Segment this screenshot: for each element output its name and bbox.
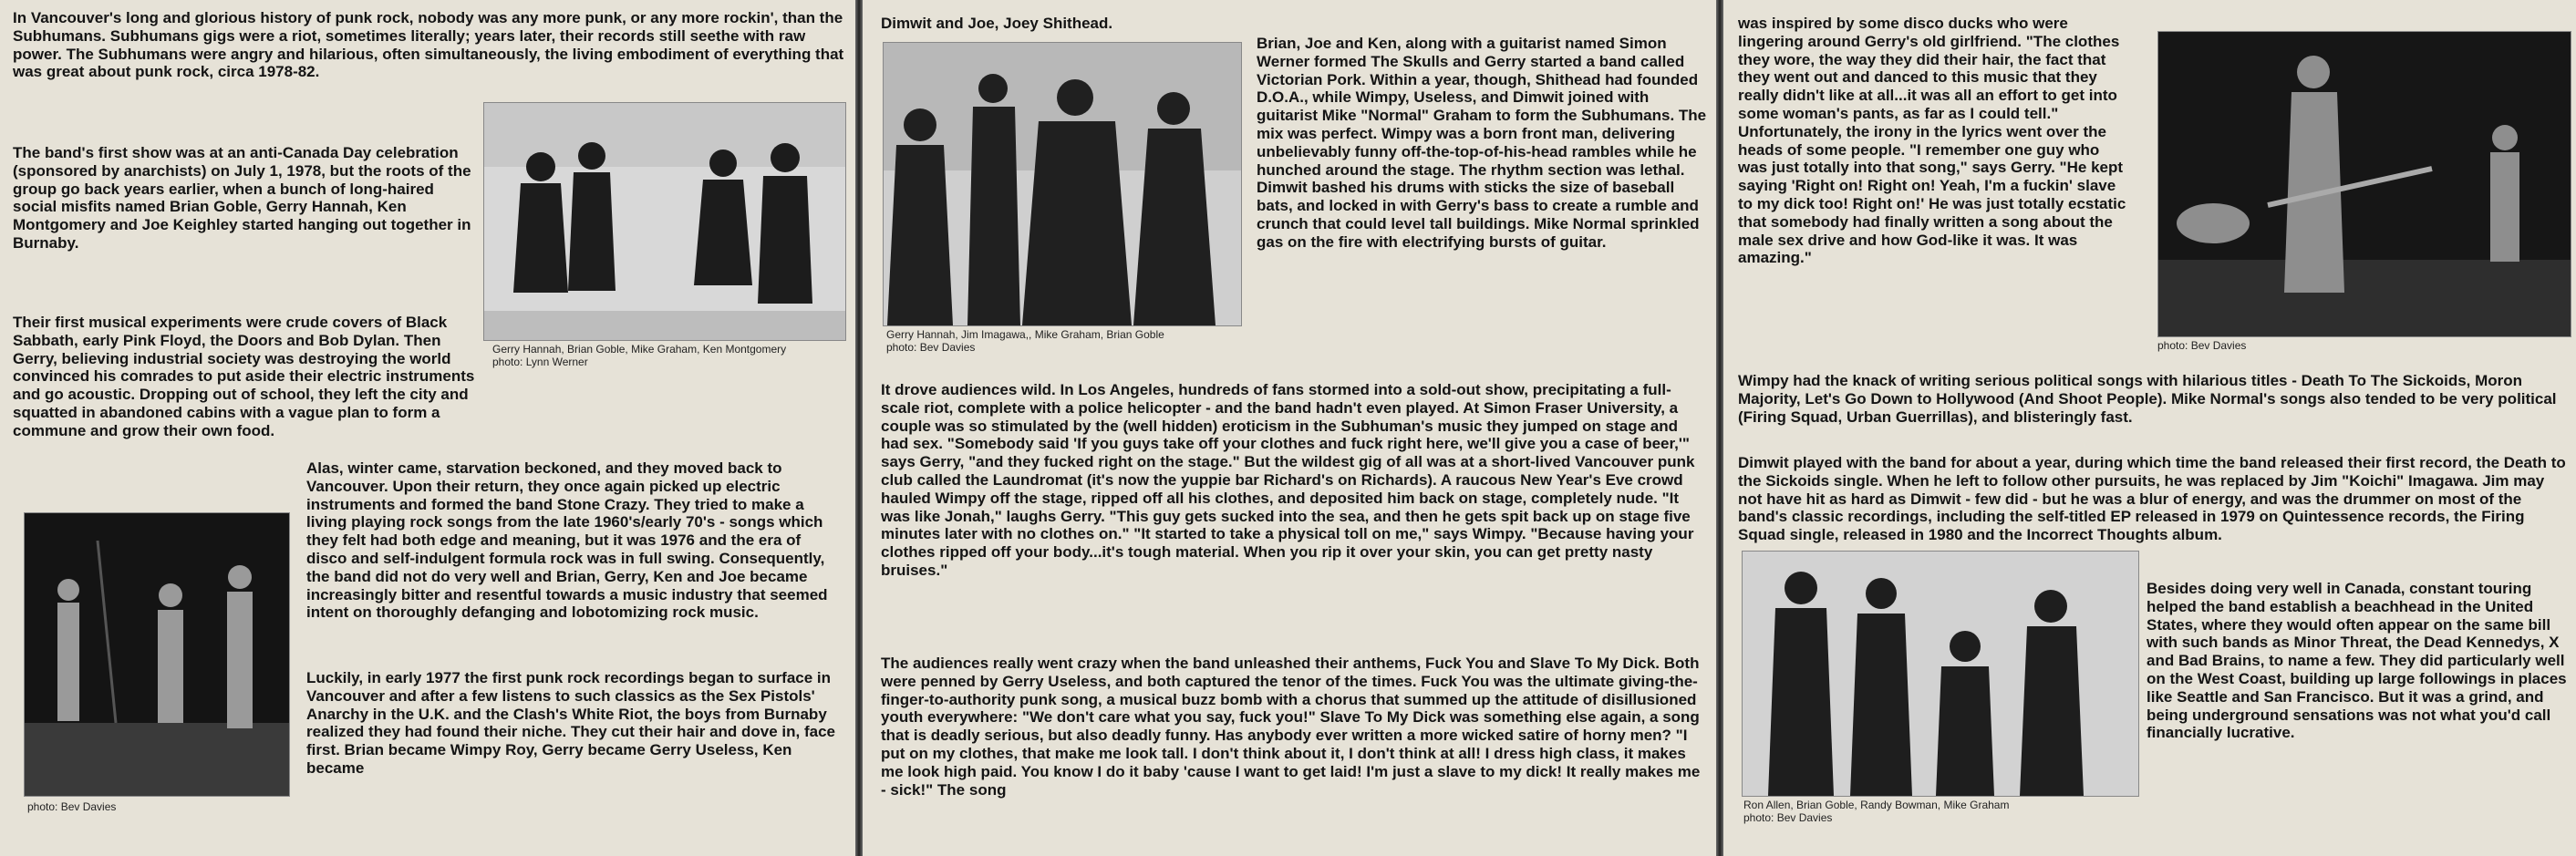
photo-3-names: Gerry Hannah, Jim Imagawa,, Mike Graham, Brian Goble	[886, 328, 1164, 341]
band-photo-3-image	[884, 43, 1241, 325]
band-photo-5	[1742, 551, 2139, 797]
band-photo-4-image	[2158, 32, 2571, 336]
winter-paragraph: Alas, winter came, starvation beckoned, and they moved back to Vancouver. Upon their return, they once again picked up electric instruments and formed the band Stone Crazy. They tried to make a living playing rock songs from the late 1960's/early 70's - songs which they felt had both edge and meaning, but it was 1976 and the era of disco and self-indulgent formula rock was in full swing. Consequently, the band did not do very well and Brian, Gerry, Ken and Joe became increasingly bitter and resentful towards a music industry that seemed intent on thoroughly defanging and lobotomizing rock music.	[306, 459, 828, 622]
photo-4-credit: photo: Bev Davies	[2157, 339, 2247, 352]
band-photo-4	[2157, 31, 2571, 337]
photo-3-credit: photo: Bev Davies	[886, 341, 976, 354]
band-photo-5-image	[1743, 552, 2138, 796]
photo-2-caption	[27, 800, 292, 813]
fold-line-2	[1716, 0, 1723, 856]
panel-middle	[863, 0, 1716, 856]
first-show-paragraph: The band's first show was at an anti-Canada Day celebration (sponsored by anarchists) on July 1, 1978, but the roots of the group go back years earlier, when a bunch of long-haired social misfits named Brian Goble, Gerry Hannah, Ken Montgomery and Joe Keighley started hanging out together in Burnaby.	[13, 144, 471, 252]
photo-1-caption	[492, 343, 853, 368]
panel-right	[1723, 0, 2576, 856]
band-photo-1-image	[484, 103, 845, 340]
band-photo-1	[483, 102, 846, 341]
experiments-paragraph: Their first musical experiments were crude covers of Black Sabbath, early Pink Floyd, the Doors and Bob Dylan. Then Gerry, believing industrial society was destroying the world convinced his comrades to put aside their electric instruments and go acoustic. Dropping out of school, they left the city and squatted in abandoned cabins with a vague plan to form a commune and grow their own food.	[13, 314, 475, 439]
lead-line: Dimwit and Joe, Joey Shithead.	[881, 15, 1113, 32]
photo-5-credit: photo: Bev Davies	[1743, 811, 1833, 824]
anthems-paragraph: The audiences really went crazy when the band unleashed their anthems, Fuck You and Slave To My Dick. Both were penned by Gerry Useless, and both captured the tenor of the times. Fuck You was the ultimate giving-the-finger-to-authority punk song, a musical buzz bomb with a chorus that summed up the attitude of disillusioned youth everywhere: "We don't care what you say, fuck you!" Slave To My Dick was something else again, a song that is deadly serious, but also deadly funny. Has anybody ever written a more wicked satire of horny men? "I put on my clothes, that make me look tall. I don't think about it, I don't think at all! I dress high class, it makes me look high paid. You know I do it baby 'cause I want to get laid! I'm just a slave to my dick! It really makes me - sick!" The song	[881, 655, 1701, 799]
intro-paragraph: In Vancouver's long and glorious history of punk rock, nobody was any more punk, or any more rockin', than the Subhumans. Subhumans gigs were a riot, sometimes literally; years later, their records still seethe with raw power. The Subhumans were angry and hilarious, often simultaneously, the living embodiment of everything that was great about punk rock, circa 1978-82.	[13, 9, 844, 81]
disco-ducks-paragraph: was inspired by some disco ducks who were lingering around Gerry's old girlfriend. "The clothes they wore, the way they did their hair, the fact that they went out and danced to this music that they really didn't like at all...it was all an effort to get into some woman's pants, as far as I could tell." Unfortunately, the irony in the lyrics went over the heads of some people. "I remember one guy who was just totally into that song," says Gerry. "He kept saying 'Right on! Right on! Yeah, I'm a fuckin' slave to my dick too! Right on!' He was just totally ecstatic that somebody had finally written a song about the male sex drive and how God-like it was. It was amazing."	[1738, 15, 2126, 267]
band-photo-2	[24, 512, 290, 797]
band-photo-3	[883, 42, 1242, 326]
panel-left	[0, 0, 855, 856]
political-songs-paragraph: Wimpy had the knack of writing serious political songs with hilarious titles - Death To The Sickoids, Moron Majority, Let's Go Down to Hollywood (And Shoot People). Mike Normal's songs also tended to be very political (Firing Squad, Urban Guerrillas), and blisteringly fast.	[1738, 372, 2557, 426]
touring-paragraph: Besides doing very well in Canada, constant touring helped the band establish a beachhead in the United States, where they would often appear on the same bill with such bands as Minor Threat, the Dead Kennedys, X and Bad Brains, to name a few. They did particularly well on the West Coast, building up large followings in places like Seattle and San Francisco. But it was a grind, and being underground sensations was not what you'd call financially lucrative.	[2147, 580, 2567, 742]
fold-line-1	[855, 0, 863, 856]
punk-arrives-paragraph: Luckily, in early 1977 the first punk rock recordings began to surface in Vancouver and after a few listens to such classics as the Sex Pistols' Anarchy in the U.K. and the Clash's White Riot, the boys from Burnaby realized they had found their niche. They cut their hair and dove in, face first. Brian became Wimpy Roy, Gerry became Gerry Useless, Ken became	[306, 669, 836, 777]
band-photo-2-image	[25, 513, 289, 796]
photo-3-caption	[886, 328, 1244, 354]
photo-5-names: Ron Allen, Brian Goble, Randy Bowman, Mike Graham	[1743, 799, 2010, 811]
photo-1-credit: photo: Lynn Werner	[492, 356, 588, 368]
photo-2-credit: photo: Bev Davies	[27, 800, 117, 813]
drummer-paragraph: Dimwit played with the band for about a year, during which time the band released their first record, the Death to the Sickoids single. When he left to follow other pursuits, he was replaced by Jim "Koichi" Imagawa. Jim may not have hit as hard as Dimwit - few did - but he was a blur of energy, and was the drummer on most of the band's classic recordings, including the self-titled EP released in 1979 on Quintessence records, the Firing Squad single, released in 1980 and the Incorrect Thoughts album.	[1738, 454, 2566, 544]
photo-1-names: Gerry Hannah, Brian Goble, Mike Graham, Ken Montgomery	[492, 343, 787, 356]
photo-5-caption	[1743, 799, 2139, 824]
band-formation-paragraph: Brian, Joe and Ken, along with a guitarist named Simon Werner formed The Skulls and Gerry started a band called Victorian Pork. Within a year, though, Shithead had founded D.O.A., while Wimpy, Useless, and Dimwit joined with guitarist Mike "Normal" Graham to form the Subhumans. The mix was perfect. Wimpy was a born front man, delivering unbelievably funny off-the-top-of-his-head rambles while he hunched around the stage. The rhythm section was lethal. Dimwit bashed his drums with sticks the size of baseball bats, and locked in with Gerry's bass to create a rumble and crunch that could level tall buildings. Mike Normal sprinkled gas on the fire with electrifying bursts of guitar.	[1257, 35, 1707, 251]
photo-4-caption	[2157, 339, 2570, 352]
audiences-wild-paragraph: It drove audiences wild. In Los Angeles, hundreds of fans stormed into a sold-out show, precipitating a full-scale riot, complete with a police helicopter - and the band hadn't even played. At Simon Fraser University, a couple was so stimulated by the (well hidden) eroticism in the Subhuman's music they jumped on stage and had sex. "Somebody said 'If you guys take off your clothes and fuck right here, we'll give you a case of beer,'" says Gerry, "and they fucked right on the stage." But the wildest gig of all was at a short-lived Vancouver punk club called the Laundromat (it's now the yuppie bar Richard's on Richards). A raucous New Year's Eve crowd hauled Wimpy off the stage, ripped off all his clothes, and deposited him back on stage, completely nude. "It was like Jonah," laughs Gerry. "This guy gets sucked into the sea, and then he gets spit back up on stage five minutes later with no clothes on." "It started to take a physical toll on me," says Wimpy. "Because having your clothes ripped off your body...it's tough material. When you rip it over your skin, you can get pretty nasty bruises."	[881, 381, 1695, 579]
